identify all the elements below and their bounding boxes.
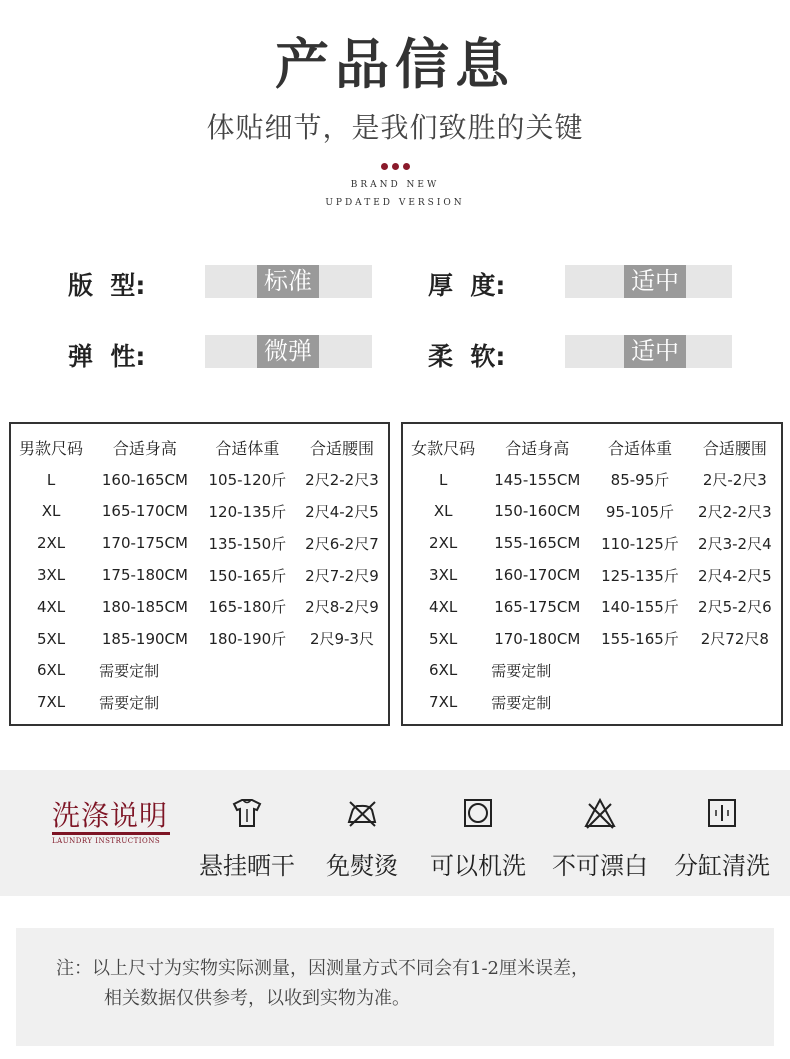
- table-cell: 170-175CM: [101, 534, 188, 553]
- table-cell: [591, 686, 688, 718]
- table-cell: [296, 686, 388, 718]
- table-row: [11, 559, 388, 591]
- table-cell: [591, 655, 688, 687]
- table-cell: 2尺6-2尺7: [305, 534, 379, 553]
- table-cell: 95-105斤: [605, 502, 675, 521]
- laundry-item-no-bleach: [540, 796, 660, 881]
- table-cell: [199, 686, 296, 718]
- table-cell: 135-150斤: [208, 534, 287, 553]
- table-cell: 2尺7-2尺9: [305, 566, 379, 585]
- table-cell: 140-155斤: [601, 598, 679, 617]
- table-cell: 2尺4-2尺5: [305, 502, 379, 521]
- laundry-item-label: 分缸清洗: [674, 852, 770, 880]
- brand-line-1: BRAND NEW: [350, 180, 440, 190]
- attr-softness-value: 适中: [624, 335, 686, 368]
- table-cell: 185-190CM: [101, 629, 188, 648]
- header-cell: 合适腰围: [309, 439, 374, 459]
- table-cell: 2尺8-2尺9: [305, 598, 379, 617]
- header-cell: 合适身高: [112, 439, 177, 459]
- table-cell: 2尺2-2尺3: [305, 471, 379, 490]
- table-cell: 3XL: [429, 566, 458, 585]
- table-cell: 160-170CM: [494, 566, 581, 585]
- header-cell: 合适腰围: [702, 439, 767, 459]
- attr-thickness-label: 厚 度:: [428, 271, 506, 300]
- laundry-item-hang-dry: [187, 796, 307, 881]
- table-row: [403, 464, 781, 496]
- header-cell: 合适身高: [505, 439, 570, 459]
- table-cell: 2XL: [36, 534, 66, 553]
- table-cell: 2尺72尺8: [700, 630, 769, 649]
- table-cell: 145-155CM: [494, 470, 581, 489]
- table-cell: 155-165斤: [601, 630, 679, 649]
- table-cell: 150-165斤: [208, 566, 287, 585]
- table-cell: 155-165CM: [494, 534, 581, 553]
- laundry-item-label: 可以机洗: [430, 852, 526, 880]
- machine-wash-icon: [461, 796, 495, 830]
- table-cell: 3XL: [36, 566, 66, 585]
- table-cell: 180-185CM: [101, 597, 188, 616]
- header-cell: 男款尺码: [19, 439, 84, 459]
- table-row: [11, 496, 388, 528]
- note-line-2: 相关数据仅供参考，以收到实物为准。: [104, 988, 410, 1009]
- table-cell: 2尺-2尺3: [702, 471, 767, 490]
- table-row: [403, 623, 781, 655]
- table-cell: [689, 686, 781, 718]
- attr-fit-label: 版 型:: [68, 271, 146, 300]
- table-cell: 180-190斤: [208, 630, 287, 649]
- brand-line-2: UPDATED VERSION: [325, 198, 465, 208]
- table-cell: 105-120斤: [208, 471, 287, 490]
- attr-fit-value: 标准: [257, 265, 319, 298]
- table-cell: L: [46, 470, 56, 489]
- table-cell: 需要定制: [99, 693, 160, 712]
- dot: [392, 163, 399, 170]
- table-cell: 2尺2-2尺3: [698, 502, 772, 521]
- table-cell: 5XL: [36, 629, 66, 648]
- table-row: [403, 559, 781, 591]
- table-cell: 4XL: [429, 597, 458, 616]
- header-cell: 女款尺码: [411, 439, 476, 459]
- page-title: 产品信息: [275, 33, 515, 96]
- laundry-item-no-iron: [302, 796, 422, 881]
- table-cell: 85-95斤: [610, 471, 670, 490]
- table-header-row: [11, 432, 388, 464]
- table-row: [403, 496, 781, 528]
- table-cell: 120-135斤: [208, 502, 287, 521]
- table-cell: 需要定制: [491, 693, 552, 712]
- table-cell: 2尺9-3尺: [309, 630, 374, 649]
- table-cell: 175-180CM: [101, 566, 188, 585]
- table-cell: 7XL: [36, 693, 66, 712]
- table-header-row: [403, 432, 781, 464]
- table-cell: 6XL: [429, 661, 458, 680]
- table-cell: 2XL: [429, 534, 458, 553]
- table-row: [11, 686, 388, 718]
- header-cell: 合适体重: [215, 439, 280, 459]
- laundry-item-separate-wash: [662, 796, 782, 881]
- men-size-table: [9, 422, 390, 726]
- table-cell: [296, 655, 388, 687]
- dot: [381, 163, 388, 170]
- decorative-dots: [0, 155, 790, 174]
- dot: [403, 163, 410, 170]
- laundry-title: 洗涤说明: [52, 799, 169, 832]
- table-cell: 165-175CM: [494, 597, 581, 616]
- laundry-item-label: 不可漂白: [552, 852, 648, 880]
- table-cell: 2尺5-2尺6: [698, 598, 772, 617]
- table-cell: 150-160CM: [494, 502, 581, 521]
- attr-softness-label: 柔 软:: [428, 342, 506, 371]
- table-cell: XL: [41, 502, 61, 521]
- laundry-item-label: 免熨烫: [326, 852, 398, 880]
- page-subtitle: 体贴细节，是我们致胜的关键: [206, 111, 584, 144]
- table-cell: 需要定制: [491, 661, 552, 680]
- table-row: [11, 655, 388, 687]
- table-row: [11, 527, 388, 559]
- table-row: [403, 591, 781, 623]
- table-cell: 5XL: [429, 629, 458, 648]
- table-row: [403, 655, 781, 687]
- laundry-item-label: 悬挂晒干: [199, 852, 295, 880]
- table-row: [11, 623, 388, 655]
- table-cell: 170-180CM: [494, 629, 581, 648]
- table-row: [11, 464, 388, 496]
- table-cell: 需要定制: [99, 661, 160, 680]
- table-cell: [689, 655, 781, 687]
- table-cell: [199, 655, 296, 687]
- table-row: [11, 591, 388, 623]
- hang-dry-icon: [230, 796, 264, 830]
- separate-wash-icon: [705, 796, 739, 830]
- table-cell: XL: [433, 502, 453, 521]
- laundry-subtitle: LAUNDRY INSTRUCTIONS: [52, 837, 161, 845]
- attr-elasticity-label: 弹 性:: [68, 342, 146, 371]
- table-cell: 160-165CM: [101, 470, 188, 489]
- laundry-item-machine-wash: [418, 796, 538, 881]
- measurement-note: [16, 928, 774, 1046]
- no-iron-icon: [345, 796, 379, 830]
- attr-thickness-value: 适中: [624, 265, 686, 298]
- table-cell: 4XL: [36, 597, 66, 616]
- women-size-table: [401, 422, 783, 726]
- table-row: [403, 686, 781, 718]
- header-cell: 合适体重: [607, 439, 672, 459]
- table-cell: L: [438, 470, 448, 489]
- table-cell: 125-135斤: [601, 566, 679, 585]
- table-cell: 165-180斤: [208, 598, 287, 617]
- note-line-1: 注：以上尺寸为实物实际测量，因测量方式不同会有1-2厘米误差，: [56, 958, 589, 979]
- table-cell: 7XL: [429, 693, 458, 712]
- table-row: [403, 527, 781, 559]
- table-cell: 2尺3-2尺4: [698, 534, 772, 553]
- laundry-section: [0, 770, 790, 896]
- laundry-title-underline: [52, 832, 170, 835]
- attr-elasticity-value: 微弹: [257, 335, 319, 368]
- table-cell: 110-125斤: [601, 534, 679, 553]
- no-bleach-icon: [583, 796, 617, 830]
- table-cell: 2尺4-2尺5: [698, 566, 772, 585]
- table-cell: 6XL: [36, 661, 66, 680]
- table-cell: 165-170CM: [101, 502, 188, 521]
